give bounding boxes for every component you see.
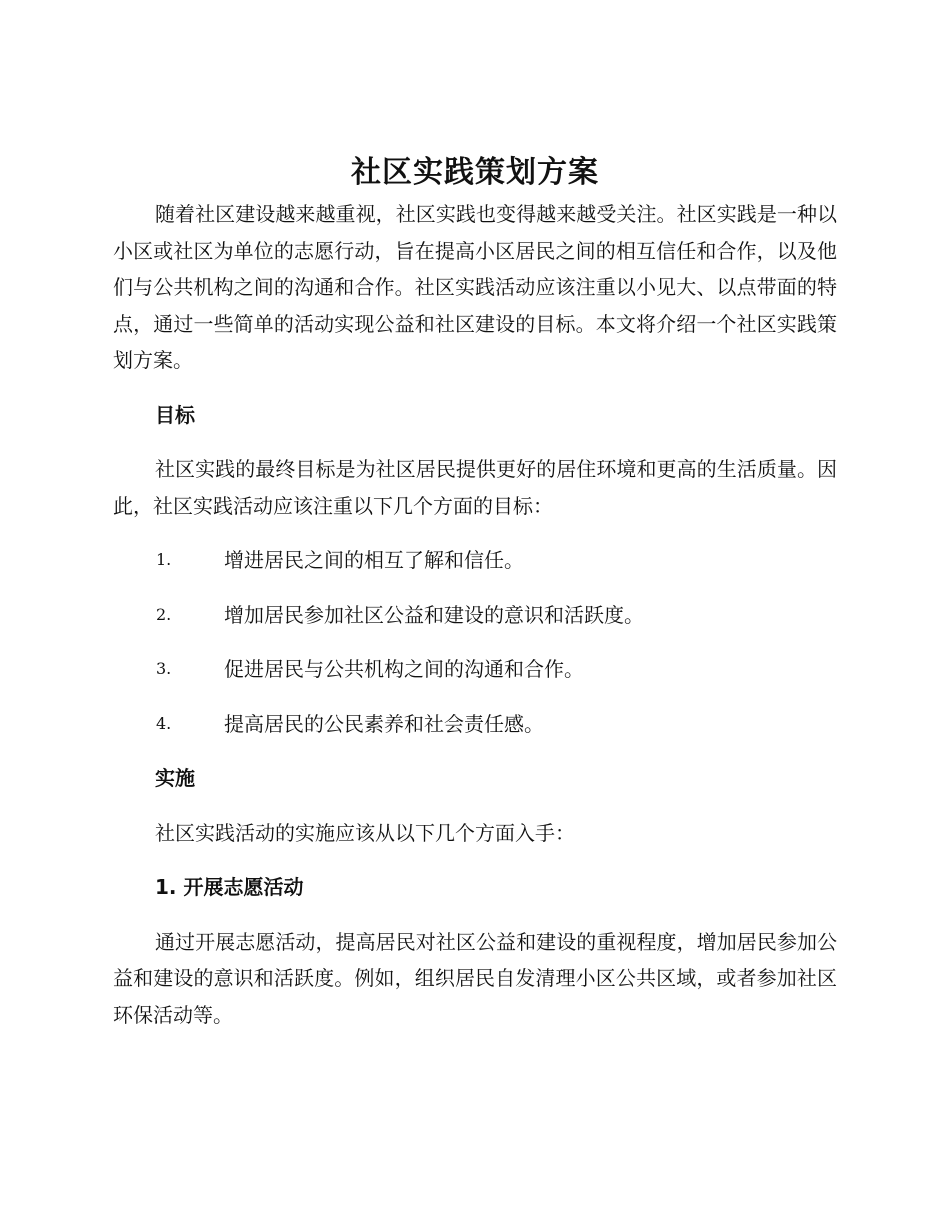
volunteer-subheading: 1. 开展志愿活动: [155, 875, 304, 899]
goals-list: [113, 542, 837, 742]
goals-heading: 目标: [155, 402, 195, 427]
list-text: 提高居民的公民素养和社会责任感。: [224, 711, 544, 736]
goals-paragraph: 社区实践的最终目标是为社区居民提供更好的居住环境和更高的生活质量。因此，社区实践活动应该注重以下几个方面的目标：: [113, 457, 837, 518]
document-page: [113, 150, 837, 1033]
document-title: 社区实践策划方案: [351, 155, 599, 190]
implementation-paragraph: 社区实践活动的实施应该从以下几个方面入手：: [155, 820, 575, 845]
list-item: [113, 651, 837, 688]
list-text: 增进居民之间的相互了解和信任。: [224, 548, 524, 572]
list-number: 2.: [156, 604, 172, 624]
list-number: 4.: [156, 713, 172, 733]
list-number: 1.: [156, 550, 172, 569]
volunteer-paragraph: 通过开展志愿活动，提高居民对社区公益和建设的重视程度，增加居民参加公益和建设的意识和活跃度。例如，组织居民自发清理小区公共区域，或者参加社区环保活动等。: [113, 929, 837, 1027]
list-item: [113, 542, 837, 579]
intro-paragraph: 随着社区建设越来越重视，社区实践也变得越来越受关注。社区实践是一种以小区或社区为单位的志愿行动，旨在提高小区居民之间的相互信任和合作，以及他们与公共机构之间的沟通和合作。社区实践活动应该注重以小见大、以点带面的特点，通过一些简单的活动实现公益和社区建设的目标。本文将介绍一个社区实践策划方案。: [113, 202, 837, 372]
list-text: 促进居民与公共机构之间的沟通和合作。: [224, 657, 584, 681]
implementation-heading: 实施: [155, 766, 195, 790]
list-item: [113, 597, 837, 634]
list-text: 增加居民参加社区公益和建设的意识和活跃度。: [224, 602, 644, 627]
list-number: 3.: [156, 659, 172, 678]
list-item: [113, 706, 837, 743]
